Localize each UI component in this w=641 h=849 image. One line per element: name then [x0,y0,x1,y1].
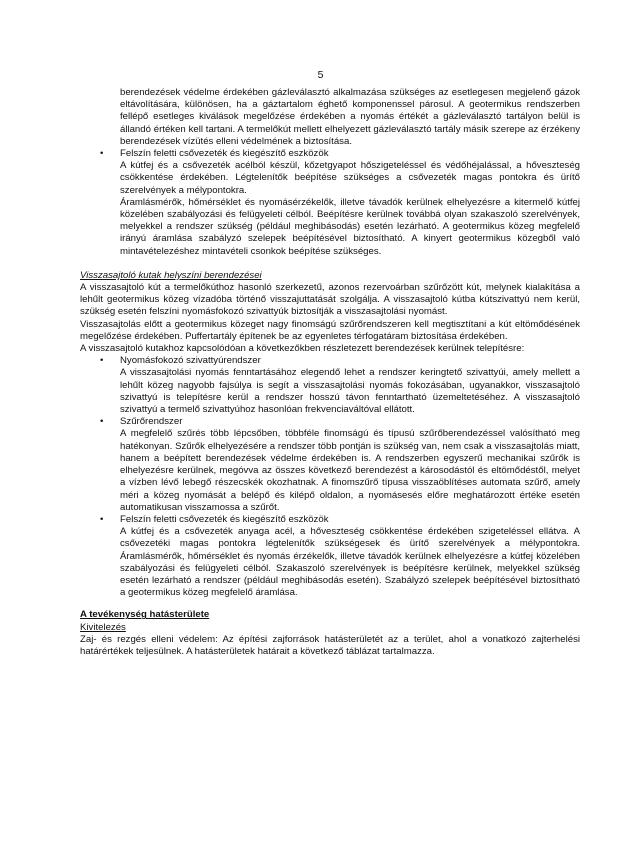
paragraph: A visszasajtoló kutakhoz kapcsolódóan a következőkben részletezett berendezések kerülnek telepítésre: [80,343,525,355]
list-item-title: Szűrőrendszer [120,416,183,428]
list-item-pump-system [80,355,580,416]
list-item-title: Felszín feletti csővezeték és kiegészítő eszközök [120,148,329,160]
list-item-title: Felszín feletti csővezeték és kiegészítő eszközök [120,513,329,525]
page-content [80,87,580,658]
list-item-text: A kútfej és a csővezeték anyaga acél, a hőveszteség csökkentése érdekében szigeteléssel ellátva. A csővezetéki magas pontokra légtelenítők szükségesek és ürítő szerelvények a mélypontokra. Áramlásmérők, hőmérséklet és nyomás érzékelők, illetve távadók kerülnek elhelyezésre a kútfej közelében szabályozási és felügyeleti célból. Szakaszoló szerelvények is beépítésre kerülnek, melyekkel szükség esetén lezárható a rendszer (például meghibásodás esetén). Szabályzó szelepek beépítésével biztosítható a geotermikus közeg megfelelő áramlása. [120,526,580,599]
paragraph-noise-protection: Zaj- és rezgés elleni védelem: Az építési zajforrások hatásterületét az a terület, ahol a vonatkozó zajterhelési határértékek teljesülnek. A hatásterületek határait a következő táblázat tartalmazza. [80,633,580,657]
paragraph-gas-separator: berendezések védelme érdekében gázleválasztó alkalmazása szükséges az esetlegesen megjelenő gázok eltávolítására, különösen, ha a gáztartalom éghető komponenssel párosul. A geotermikus rendszerben fellépő esetleges kiválások megelőzése érdekében a nyomás értékét a gázleválasztó tartályon belül is állandó értéken kell tartani. A termelőkút mellett elhelyezett gázleválasztó tartály másik szerepe az érzékeny berendezések vízütés elleni védelmének a biztosítása. [120,87,580,147]
bullet-icon: • [100,148,104,160]
bullet-icon: • [100,355,104,367]
subheading-construction: Kivitelezés [80,621,126,633]
list-item-filter-system [80,416,580,514]
list-item-text: A megfelelő szűrés több lépcsőben, többféle finomságú és típusú szűrőberendezéssel valósítható meg hatékonyan. Szűrők elhelyezésére a rendszer több pontján is szükség van, nem csak a visszasajtolás miatt, hanem a beépített berendezések védelme érdekében is. A rendszerben egyszerű mechanikai szűrők is elhelyezésre kerülnek, megóvva az összes következő berendezést a károsodástól és eltömődéstől, melyet a vízben lévő lebegő részecskék okozhatnak. A finomszűrő típusa visszaöblítéses automata szűrő, amely méri a közeg nyomását a belépő és kilépő oldalon, a nyomásesés előre meghatározott értéke esetén automatikusan visszamossa a szűrőt. [120,428,580,513]
paragraph: Visszasajtolás előtt a geotermikus közeget nagy finomságú szűrőrendszeren kell megtisztítani a kút eltömődésének megelőzése érdekében. Puffertartály építenek be az egyenletes térfogatáram biztosítása érdekében. [80,318,580,342]
paragraph: A visszasajtoló kút a termelőkúthoz hasonló szerkezetű, azonos rezervoárban szűrőzött kút, melynek kialakítása a lehűlt geotermikus közeg vízadóba történő visszajuttatását szolgálja. A visszasajtoló kútba kútszivattyú nem kerül, szükség esetén felszíni nyomásfokozó szivattyúk biztosítják a visszasajtolási nyomást. [80,282,580,318]
list-item-text: A visszasajtolási nyomás fenntartásához elegendő lehet a rendszer keringtető szivattyúi, amely mellett a lehűlt közeg nagyobb fajsúlya is segít a visszasajtolási nyomás fokozásában, ugyanakkor, visszasajtoló szivattyú is telepítésre kerül a rendszer hosszú távon fenntartható üzemeltetéséhez. A visszasajtoló szivattyú a termelő szivattyúhoz hasonlóan frekvenciaváltóval ellátott. [120,367,580,416]
list-item-surface-pipeline [80,148,580,258]
bullet-icon: • [100,416,104,428]
page-number: 5 [317,69,324,81]
list-item-title: Nyomásfokozó szivattyúrendszer [120,355,261,367]
section-heading-reinjection: Visszasajtoló kutak helyszíni berendezései [80,269,262,281]
bullet-icon: • [100,513,104,525]
list-item-text: Áramlásmérők, hőmérséklet és nyomásérzékelők, illetve távadók kerülnek elhelyezésre a kitermelő kútfej közelében szabályozási és felügyeleti célból. Beépítésre kerülnek továbbá olyan szakaszoló szerelvények, melyekkel a rendszer szükség (például meghibásodás) esetén lezárható. A geotermikus közeg megfelelő irányú áramlása szabályzó szelepek beépítésével biztosítható. A kinyert geotermikus közegből való mintavételezéshez mintavételi csonkok beépítése szükséges. [120,196,580,257]
section-heading-impact-area: A tevékenység hatásterülete [80,609,210,621]
list-item-pipeline [80,514,580,599]
list-item-text: A kútfej és a csővezeték acélból készül, kőzetgyapot hőszigeteléssel és védőhéjalással, a hőveszteség csökkentése érdekében. Légtelenítők beépítése szükséges a csővezeték magas pontokra és ürítő szerelvények a mélypontokra. [120,160,580,196]
